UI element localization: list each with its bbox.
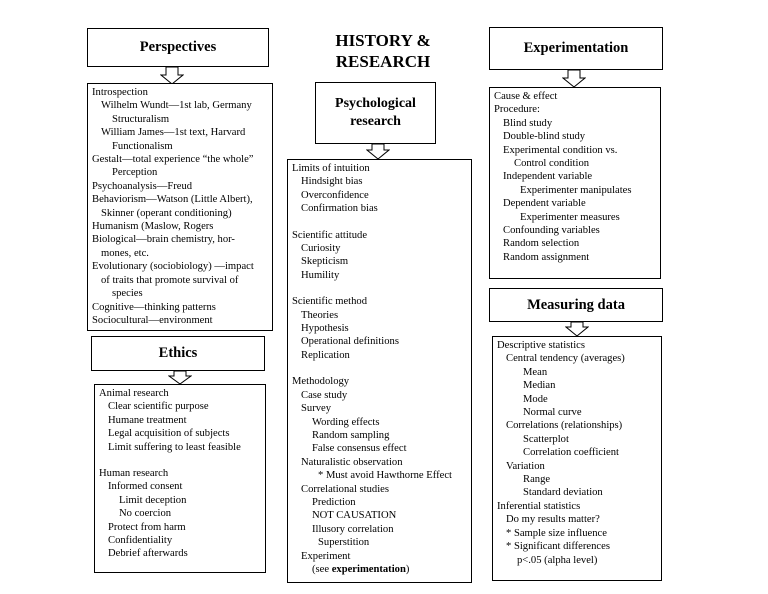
experimentation-line-text: Confounding variables bbox=[503, 225, 600, 237]
psych-line bbox=[292, 375, 467, 388]
measuring-header bbox=[489, 288, 663, 322]
measuring-line-text: p<.05 (alpha level) bbox=[517, 554, 598, 566]
psych-line bbox=[292, 509, 467, 522]
measuring-line-text: Mode bbox=[523, 393, 548, 405]
measuring-line bbox=[497, 366, 657, 379]
measuring-line bbox=[497, 446, 657, 459]
measuring-header-label: Measuring data bbox=[527, 296, 625, 313]
psych-line-text: Replication bbox=[301, 349, 350, 361]
measuring-line bbox=[497, 486, 657, 499]
perspectives-line-text: Perception bbox=[112, 167, 158, 179]
experimentation-line bbox=[494, 130, 656, 143]
experimentation-header bbox=[489, 27, 663, 70]
psych-line bbox=[292, 242, 467, 255]
perspectives-line-text: Wilhelm Wundt—1st lab, Germany bbox=[101, 100, 252, 112]
measuring-line-text: Do my results matter? bbox=[506, 514, 600, 526]
experimentation-line bbox=[494, 251, 656, 264]
title-line-1: HISTORY & bbox=[335, 31, 431, 50]
measuring-line-text: Descriptive statistics bbox=[497, 340, 585, 351]
perspectives-line bbox=[92, 166, 268, 179]
psych-line bbox=[292, 309, 467, 322]
title-line-2: RESEARCH bbox=[335, 52, 431, 71]
psych-line-bold: experimentation bbox=[331, 563, 406, 575]
psych-line-text: * Must avoid Hawthorne Effect bbox=[318, 470, 452, 482]
ethics-line bbox=[99, 467, 261, 480]
perspectives-line bbox=[92, 287, 268, 300]
psych-box bbox=[287, 159, 472, 583]
perspectives-line bbox=[92, 220, 268, 233]
ethics-box bbox=[94, 384, 266, 573]
psych-line bbox=[292, 175, 467, 188]
psych-line-text: Wording effects bbox=[312, 416, 380, 428]
experimentation-line bbox=[494, 90, 656, 103]
psych-line-text: Overconfidence bbox=[301, 189, 369, 201]
measuring-line bbox=[497, 393, 657, 406]
psych-line-text: Scientific method bbox=[292, 296, 368, 308]
measuring-line bbox=[497, 419, 657, 432]
perspectives-line bbox=[92, 207, 268, 220]
experimentation-line-text: Procedure: bbox=[494, 104, 540, 116]
ethics-line bbox=[99, 534, 261, 547]
perspectives-line bbox=[92, 233, 268, 246]
psych-line bbox=[292, 202, 467, 215]
perspectives-line-text: Behaviorism—Watson (Little Albert), bbox=[92, 194, 253, 206]
perspectives-line-text: Introspection bbox=[92, 87, 148, 98]
measuring-line bbox=[497, 433, 657, 446]
psych-line-text: NOT CAUSATION bbox=[312, 510, 397, 522]
ethics-line-text: Informed consent bbox=[108, 481, 183, 493]
ethics-line-text: Human research bbox=[99, 468, 169, 480]
experimentation-line bbox=[494, 117, 656, 130]
perspectives-line-text: Psychoanalysis—Freud bbox=[92, 180, 193, 192]
perspectives-line-text: Skinner (operant conditioning) bbox=[101, 207, 232, 219]
measuring-line-text: * Significant differences bbox=[506, 541, 610, 553]
perspectives-line bbox=[92, 274, 268, 287]
psych-line-tail: ) bbox=[405, 563, 410, 575]
perspectives-line-text: Sociocultural—environment bbox=[92, 314, 213, 326]
psych-line-text: Scientific attitude bbox=[292, 229, 368, 241]
experimentation-line-text: Independent variable bbox=[503, 171, 593, 183]
perspectives-line bbox=[92, 113, 268, 126]
experimentation-line bbox=[494, 237, 656, 250]
ethics-line bbox=[99, 400, 261, 413]
ethics-header-label: Ethics bbox=[158, 345, 198, 361]
ethics-line-text: Confidentiality bbox=[108, 535, 173, 547]
perspectives-line-text: Biological—brain chemistry, hor- bbox=[92, 234, 235, 246]
perspectives-line-text: William James—1st text, Harvard bbox=[101, 127, 246, 139]
psych-line bbox=[292, 483, 467, 496]
measuring-box bbox=[492, 336, 662, 581]
ethics-line-text: Limit suffering to least feasible bbox=[108, 441, 241, 453]
measuring-line bbox=[497, 473, 657, 486]
perspectives-line-text: Evolutionary (sociobiology) —impact bbox=[92, 261, 254, 273]
ethics-line bbox=[99, 494, 261, 507]
psych-line bbox=[292, 322, 467, 335]
psych-line bbox=[292, 269, 467, 282]
ethics-line bbox=[99, 414, 261, 427]
experimentation-line-text: Experimenter measures bbox=[520, 211, 620, 223]
measuring-line bbox=[497, 460, 657, 473]
psych-line-text: Skepticism bbox=[301, 256, 349, 268]
perspectives-line bbox=[92, 193, 268, 206]
perspectives-line-text: Structuralism bbox=[112, 113, 170, 125]
perspectives-line bbox=[92, 260, 268, 273]
psych-line bbox=[292, 349, 467, 362]
psych-line-text: Illusory correlation bbox=[312, 523, 394, 535]
page-title bbox=[318, 30, 448, 72]
measuring-line-text: Correlations (relationships) bbox=[506, 420, 623, 432]
measuring-line bbox=[497, 527, 657, 540]
experimentation-box bbox=[489, 87, 661, 279]
measuring-line-text: Normal curve bbox=[523, 407, 582, 419]
experimentation-line-text: Blind study bbox=[503, 117, 553, 129]
ethics-line-text: Legal acquisition of subjects bbox=[108, 428, 230, 440]
psych-line-text: Naturalistic observation bbox=[301, 456, 403, 468]
measuring-arrow-icon bbox=[565, 322, 589, 337]
measuring-line-text: Variation bbox=[506, 460, 545, 472]
experimentation-line-text: Cause & effect bbox=[494, 91, 558, 102]
spacer bbox=[292, 362, 467, 375]
ethics-line-text: No coercion bbox=[119, 508, 172, 520]
measuring-line bbox=[497, 500, 657, 513]
psych-line-text: Limits of intuition bbox=[292, 163, 370, 174]
ethics-header bbox=[91, 336, 265, 371]
ethics-line bbox=[99, 521, 261, 534]
psych-line bbox=[292, 496, 467, 509]
spacer bbox=[292, 282, 467, 295]
ethics-line-text: Clear scientific purpose bbox=[108, 401, 209, 413]
measuring-line-text: Central tendency (averages) bbox=[506, 353, 625, 365]
psych-line-text: Hypothesis bbox=[301, 323, 349, 335]
psych-line-text: Prediction bbox=[312, 496, 356, 508]
psych-line-text: Superstition bbox=[318, 537, 370, 549]
measuring-line-text: Mean bbox=[523, 366, 548, 378]
measuring-line bbox=[497, 379, 657, 392]
experimentation-line bbox=[494, 184, 656, 197]
measuring-line bbox=[497, 352, 657, 365]
ethics-line bbox=[99, 387, 261, 400]
ethics-line-text: Debrief afterwards bbox=[108, 548, 188, 560]
perspectives-box bbox=[87, 83, 273, 331]
psych-line-text: Operational definitions bbox=[301, 336, 399, 348]
psych-line-text: Methodology bbox=[292, 376, 350, 388]
experimentation-line-text: Experimenter manipulates bbox=[520, 184, 632, 196]
psych-line bbox=[292, 536, 467, 549]
perspectives-line bbox=[92, 140, 268, 153]
perspectives-line-text: Cognitive—thinking patterns bbox=[92, 301, 216, 313]
perspectives-line bbox=[92, 153, 268, 166]
spacer bbox=[292, 216, 467, 229]
ethics-line bbox=[99, 547, 261, 560]
ethics-arrow-icon bbox=[168, 371, 192, 385]
measuring-line bbox=[497, 339, 657, 352]
experimentation-line bbox=[494, 224, 656, 237]
perspectives-line-text: Gestalt—total experience “the whole” bbox=[92, 154, 254, 166]
psych-line-text: Random sampling bbox=[312, 429, 390, 441]
psych-line bbox=[292, 402, 467, 415]
measuring-line bbox=[497, 406, 657, 419]
measuring-line-text: Standard deviation bbox=[523, 487, 603, 499]
measuring-line-text: Scatterplot bbox=[523, 433, 569, 445]
psych-arrow-icon bbox=[366, 144, 390, 160]
psych-line bbox=[292, 229, 467, 242]
experimentation-line bbox=[494, 170, 656, 183]
perspectives-line bbox=[92, 99, 268, 112]
experimentation-line-text: Double-blind study bbox=[503, 131, 586, 143]
psych-line-text: Curiosity bbox=[301, 243, 341, 255]
psych-line bbox=[292, 523, 467, 536]
measuring-line-text: * Sample size influence bbox=[506, 527, 607, 539]
measuring-line-text: Inferential statistics bbox=[497, 500, 581, 512]
psych-line bbox=[292, 442, 467, 455]
perspectives-line bbox=[92, 314, 268, 327]
perspectives-line bbox=[92, 180, 268, 193]
experimentation-line bbox=[494, 197, 656, 210]
psych-line-text: Experiment bbox=[301, 550, 351, 562]
perspectives-line bbox=[92, 86, 268, 99]
perspectives-header-label: Perspectives bbox=[139, 39, 217, 55]
ethics-line bbox=[99, 427, 261, 440]
measuring-line bbox=[497, 540, 657, 553]
psych-header-line-1: Psychological bbox=[335, 96, 416, 111]
experimentation-line bbox=[494, 103, 656, 116]
psych-line bbox=[292, 335, 467, 348]
psych-line-text: False consensus effect bbox=[312, 443, 407, 455]
perspectives-line bbox=[92, 126, 268, 139]
psych-line bbox=[292, 389, 467, 402]
ethics-line bbox=[99, 507, 261, 520]
ethics-line-text: Protect from harm bbox=[108, 521, 186, 533]
psych-line-text: Correlational studies bbox=[301, 483, 389, 495]
psych-line bbox=[292, 295, 467, 308]
experimentation-line bbox=[494, 144, 656, 157]
psych-line bbox=[292, 456, 467, 469]
perspectives-line bbox=[92, 301, 268, 314]
psych-line bbox=[292, 162, 467, 175]
psych-line-text: Confirmation bias bbox=[301, 203, 378, 215]
experimentation-line bbox=[494, 157, 656, 170]
experimentation-header-label: Experimentation bbox=[523, 40, 629, 56]
psych-line-text: Theories bbox=[301, 309, 339, 321]
psych-line-text: Case study bbox=[301, 389, 348, 401]
experimentation-line bbox=[494, 211, 656, 224]
measuring-line-text: Correlation coefficient bbox=[523, 447, 619, 459]
psych-line bbox=[292, 255, 467, 268]
psych-line bbox=[292, 416, 467, 429]
spacer bbox=[99, 454, 261, 467]
psych-line bbox=[292, 563, 467, 576]
psych-line bbox=[292, 189, 467, 202]
psych-header bbox=[315, 82, 436, 144]
perspectives-line-text: mones, etc. bbox=[101, 247, 149, 259]
ethics-line-text: Humane treatment bbox=[108, 414, 187, 426]
perspectives-line bbox=[92, 247, 268, 260]
experimentation-line-text: Control condition bbox=[514, 158, 590, 170]
measuring-line-text: Median bbox=[523, 380, 556, 392]
perspectives-line-text: Functionalism bbox=[112, 140, 173, 152]
measuring-line bbox=[497, 513, 657, 526]
experimentation-line-text: Experimental condition vs. bbox=[503, 144, 618, 156]
psych-line-text: Humility bbox=[301, 269, 340, 281]
ethics-line-text: Animal research bbox=[99, 388, 169, 399]
psych-line-text: (see bbox=[312, 563, 332, 575]
measuring-line-text: Range bbox=[523, 474, 551, 486]
psych-line bbox=[292, 469, 467, 482]
psych-line-text: Survey bbox=[301, 403, 332, 415]
ethics-line-text: Limit deception bbox=[119, 494, 187, 506]
experimentation-arrow-icon bbox=[562, 70, 586, 88]
ethics-line bbox=[99, 480, 261, 493]
experimentation-line-text: Random selection bbox=[503, 238, 580, 250]
psych-line bbox=[292, 429, 467, 442]
experimentation-line-text: Dependent variable bbox=[503, 198, 586, 210]
measuring-line bbox=[497, 554, 657, 567]
perspectives-line-text: Humanism (Maslow, Rogers bbox=[92, 221, 214, 233]
perspectives-header bbox=[87, 28, 269, 67]
psych-line-text: Hindsight bias bbox=[301, 176, 363, 188]
perspectives-line-text: of traits that promote survival of bbox=[101, 274, 239, 286]
perspectives-line-text: species bbox=[112, 288, 143, 300]
experimentation-line-text: Random assignment bbox=[503, 251, 590, 263]
psych-line bbox=[292, 550, 467, 563]
psych-header-line-2: research bbox=[350, 114, 401, 129]
ethics-line bbox=[99, 441, 261, 454]
